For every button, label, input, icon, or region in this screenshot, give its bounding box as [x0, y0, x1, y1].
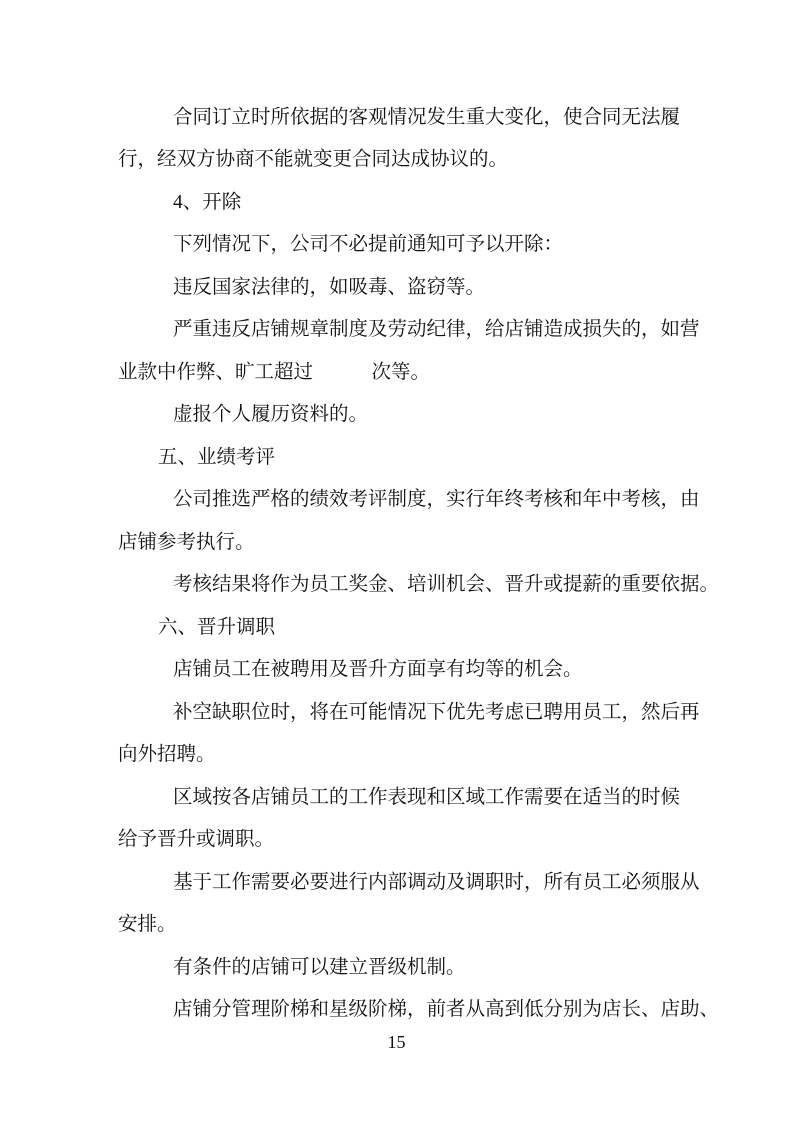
paragraph-line: 区域按各店铺员工的工作表现和区域工作需要在适当的时候: [173, 787, 681, 808]
paragraph-line: 虚报个人履历资料的。: [173, 404, 369, 425]
paragraph-line: 给予晋升或调职。: [118, 829, 275, 850]
paragraph-line: 公司推选严格的绩效考评制度，实行年终考核和年中考核，由: [173, 489, 700, 510]
paragraph-line: 行，经双方协商不能就变更合同达成协议的。: [118, 149, 509, 170]
paragraph-line: 向外招聘。: [118, 744, 216, 765]
paragraph-line: 违反国家法律的，如吸毒、盗窃等。: [173, 277, 486, 298]
paragraph-line: 补空缺职位时，将在可能情况下优先考虑已聘用员工，然后再: [173, 702, 700, 723]
paragraph-line: 业款中作弊、旷工超过 次等。: [118, 362, 431, 383]
paragraph-line: 有条件的店铺可以建立晋级机制。: [173, 957, 466, 978]
section-heading: 五、业绩考评: [158, 447, 276, 468]
paragraph-line: 下列情况下，公司不必提前通知可予以开除：: [173, 234, 564, 255]
paragraph-line: 基于工作需要必要进行内部调动及调职时，所有员工必须服从: [173, 872, 700, 893]
paragraph-line: 合同订立时所依据的客观情况发生重大变化，使合同无法履: [173, 107, 681, 128]
paragraph-line: 店铺参考执行。: [118, 532, 255, 553]
page-number: 15: [387, 1032, 406, 1052]
section-heading: 4、开除: [173, 192, 242, 213]
paragraph-line: 考核结果将作为员工奖金、培训机会、晋升或提薪的重要依据。: [173, 574, 720, 595]
paragraph-line: 店铺员工在被聘用及晋升方面享有均等的机会。: [173, 659, 583, 680]
paragraph-line: 严重违反店铺规章制度及劳动纪律，给店铺造成损失的，如营: [173, 319, 700, 340]
section-heading: 六、晋升调职: [158, 617, 276, 638]
paragraph-line: 安排。: [118, 914, 177, 935]
paragraph-line: 店铺分管理阶梯和星级阶梯，前者从高到低分别为店长、店助、: [173, 999, 720, 1020]
